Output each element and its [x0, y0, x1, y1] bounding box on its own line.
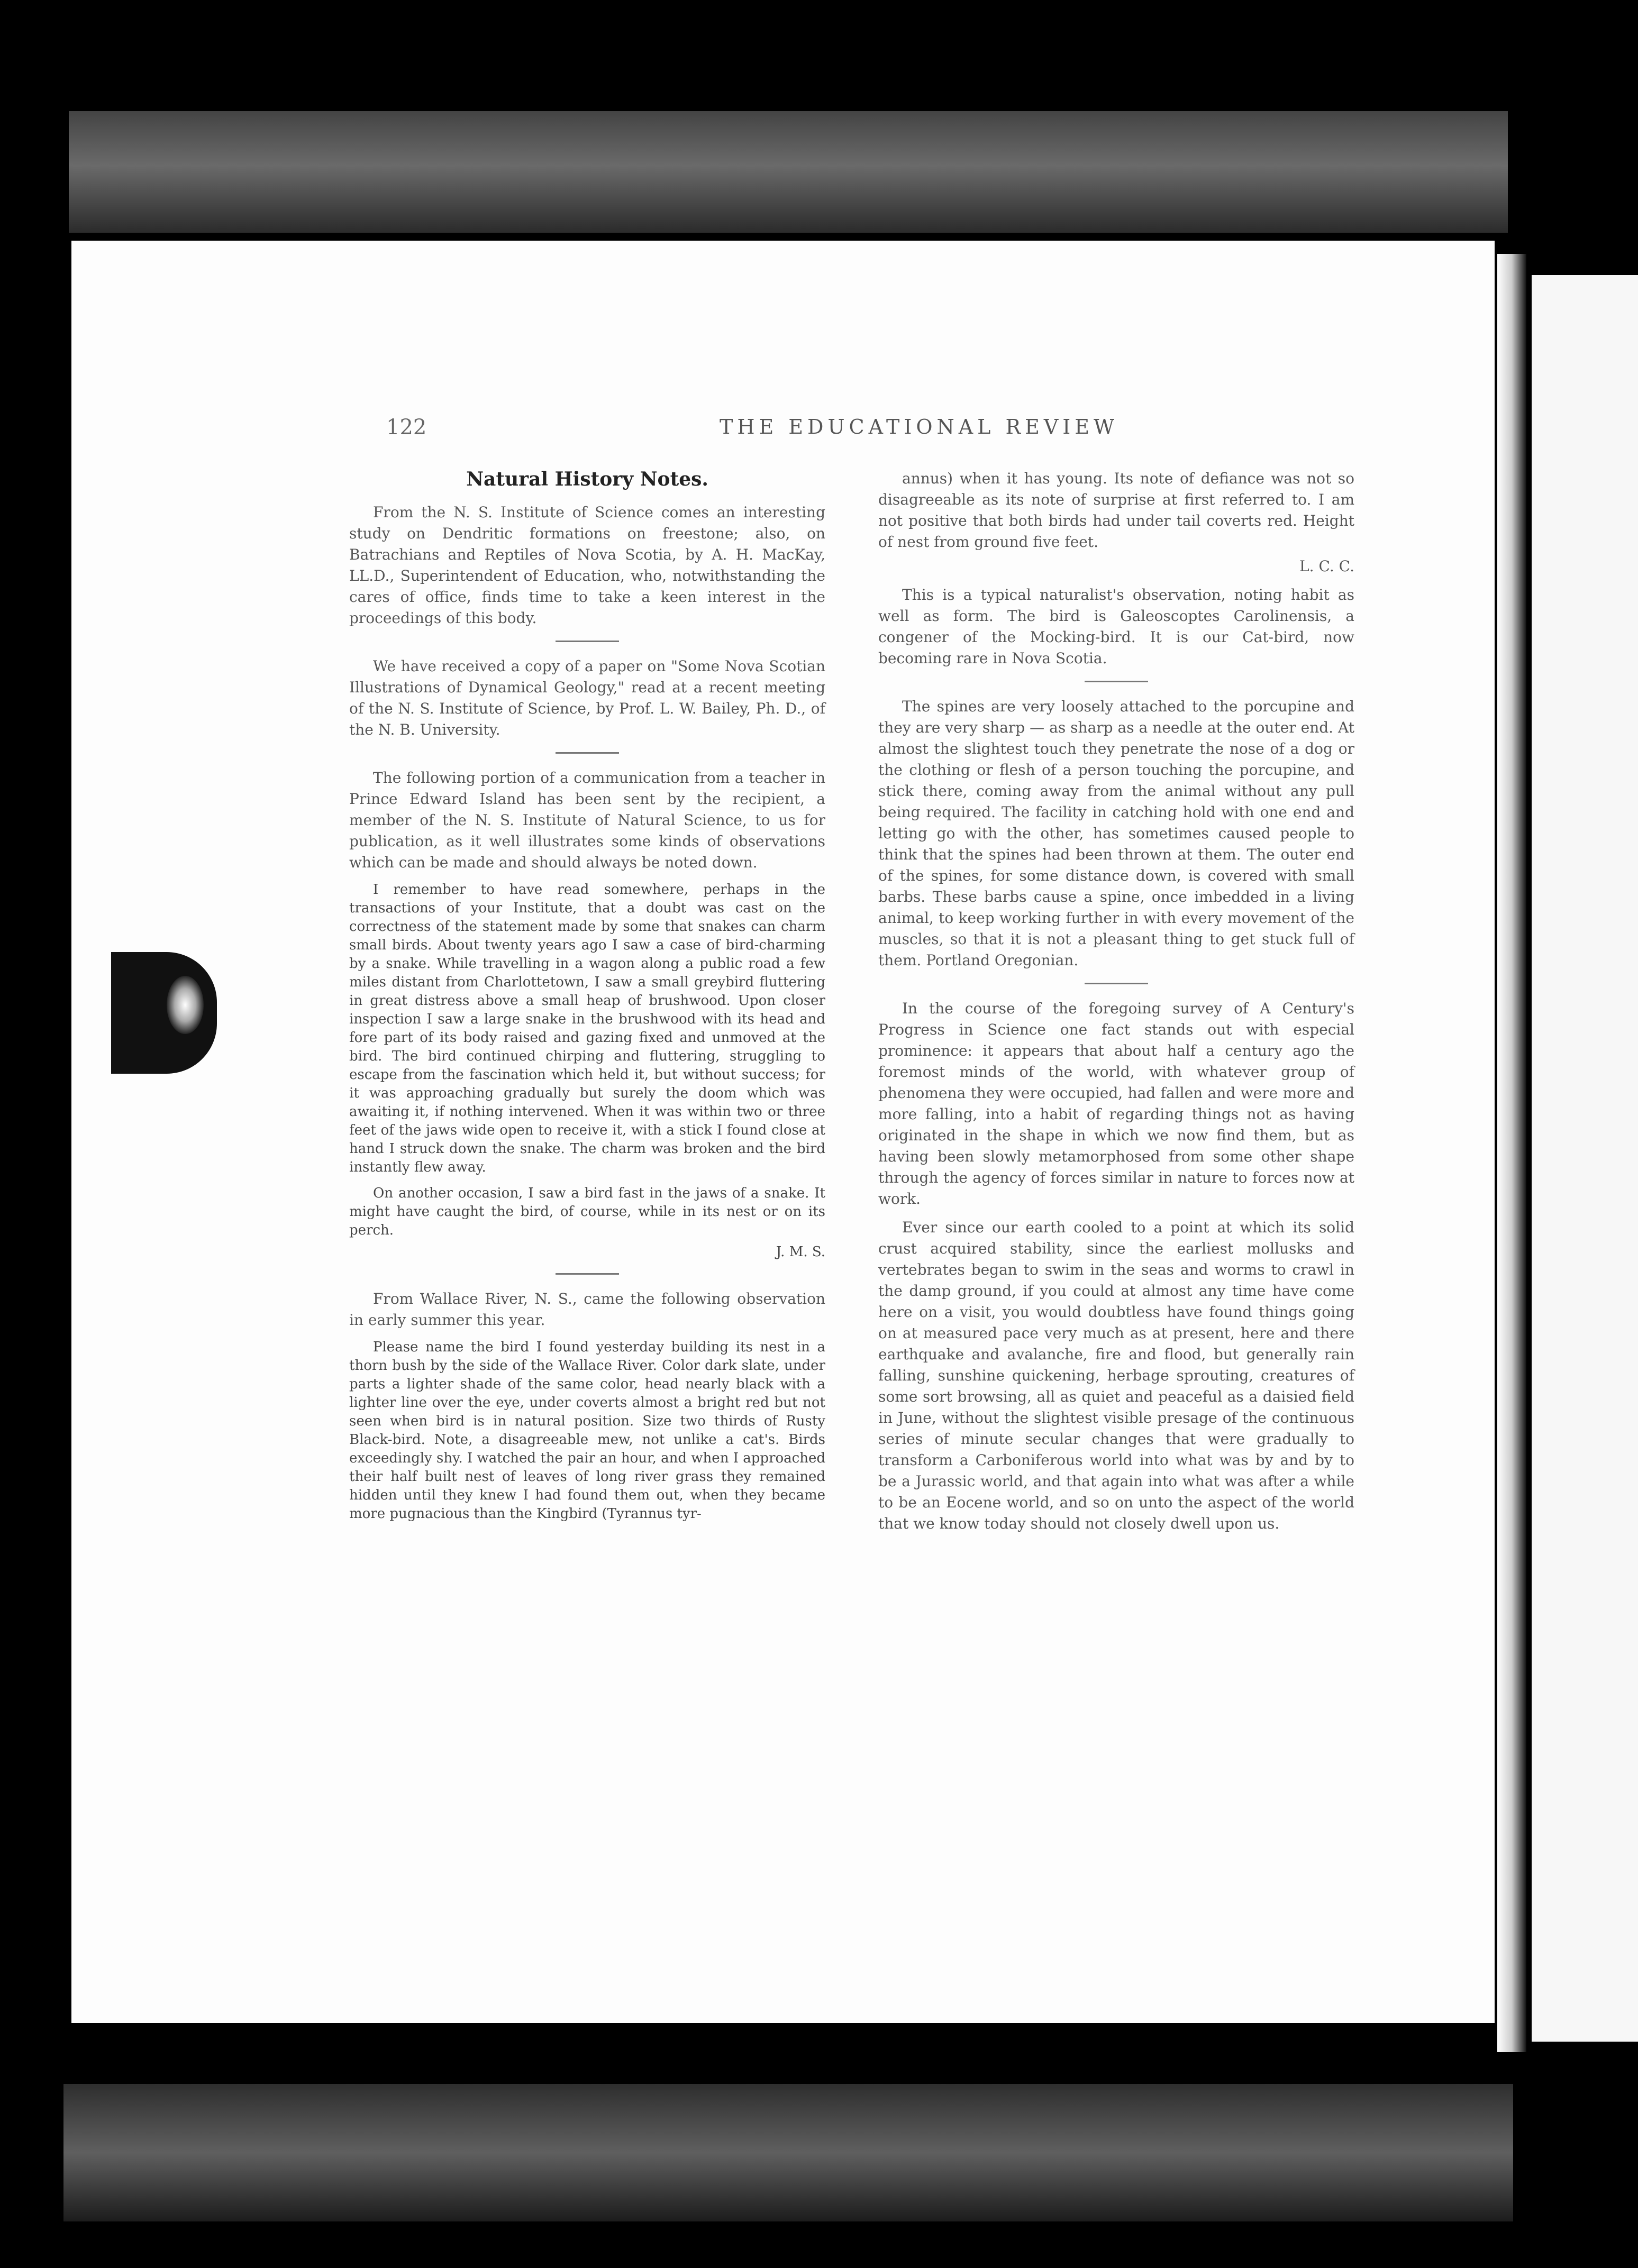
paragraph: This is a typical naturalist's observation, noting habit as well as form. The bird is Galeoscoptes Carolinensis, a congener of the Mocking-bird. It is our Cat-bird, now becoming rare in Nova Scotia. — [878, 586, 1354, 667]
page-header — [386, 415, 1444, 447]
paragraph: From the N. S. Institute of Science comes an interesting study on Dendritic formations on freestone; also, on Batrachians and Reptiles of Nova Scotia, by A. H. MacKay, LL.D., Superintendent of Education, who, notwithstanding the cares of office, finds time to take a keen interest in the proceedings of this body. — [349, 504, 825, 627]
signature: L. C. C. — [1299, 557, 1354, 575]
paragraph: We have received a copy of a paper on "Some Nova Scotian Illustrations of Dynamical Geology," read at a recent meeting of the N. S. Institute of Science, by Prof. L. W. Bailey, Ph. D., of the N. B. University. — [349, 657, 825, 738]
signature: J. M. S. — [776, 1244, 825, 1260]
page-gutter — [1497, 254, 1526, 2052]
paragraph: In the course of the foregoing survey of A Century's Progress in Science one fact stands out with especial prominence: it appears that about half a century ago the foremost minds of the world, with whatever group of phenomena they were occupied, had fallen and were more and more falling, into a habit of regarding things not as having originated in the shape in which we now find them, but as having been slowly metamorphosed from some other shape through the agency of forces similar in nature to forces now at work. — [878, 1000, 1354, 1208]
left-column — [349, 468, 825, 1531]
bottom-film-shadow — [63, 2084, 1513, 2221]
paragraph: From Wallace River, N. S., came the following observation in early summer this year. — [349, 1290, 825, 1329]
divider — [556, 1273, 619, 1275]
divider — [556, 641, 619, 642]
top-film-shadow — [69, 111, 1508, 233]
paragraph: annus) when it has young. Its note of defiance was not so disagreeable as its note of surprise at first referred to. I am not positive that both birds had under tail coverts red. Height of nest from ground five feet. — [878, 470, 1354, 551]
right-column — [878, 468, 1354, 1542]
divider — [1085, 983, 1148, 984]
divider — [1085, 681, 1148, 682]
letter-paragraph: I remember to have read somewhere, perhaps in the transactions of your Institute, that a doubt was cast on the correctness of the statement made by some that snakes can charm small birds. About twenty years ago I saw a case of bird-charming by a snake. While travelling in a wagon along a public road a few miles distant from Charlottetown, I saw a small greybird fluttering in great distress above a small heap of brushwood. Upon closer inspection I saw a large snake in the brushwood with its head and fore part of its body raised and gazing fixed and unmoved at the bird. The bird continued chirping and fluttering, struggling to escape from the fascination which held it, but without success; for it was approaching gradually but surely the doom which was awaiting it, if nothing intervened. When it was within two or three feet of the jaws wide open to receive it, with a stick I found close at hand I struck down the snake. The charm was broken and the bird instantly flew away. — [349, 882, 825, 1175]
page-number: 122 — [386, 415, 427, 440]
facing-page-edge — [1532, 275, 1638, 2042]
paragraph: The following portion of a communication from a teacher in Prince Edward Island has been sent by the recipient, a member of the N. S. Institute of Natural Science, to us for publication, as it well illustrates some kinds of observations which can be made and should always be noted down. — [349, 769, 825, 871]
letter-paragraph: Please name the bird I found yesterday building its nest in a thorn bush by the side of the Wallace River. Color dark slate, under parts a lighter shade of the same color, head nearly black with a lighter line over the eye, under coverts almost a bright red but not seen when bird is in natural position. Size two thirds of Rusty Black-bird. Note, a disagreeable mew, not unlike a cat's. Birds exceedingly shy. I watched the pair an hour, and when I approached their half built nest of leaves of long river grass they remained hidden until they knew I had found them out, when they became more pugnacious than the Kingbird (Tyrannus tyr- — [349, 1339, 825, 1522]
running-title: THE EDUCATIONAL REVIEW — [720, 415, 1119, 438]
paragraph: The spines are very loosely attached to the porcupine and they are very sharp — as sharp as a needle at the outer end. At almost the slightest touch they penetrate the nose of a dog or the clothing or flesh of a person touching the porcupine, and stick there, coming away from the animal without any pull being required. The facility in catching hold with one end and letting go with the other, has sometimes caused people to think that the spines had been thrown at them. The outer end of the spines, for some distance down, is covered with small barbs. These barbs cause a spine, once imbedded in a living animal, to keep working further in with every movement of the muscles, so that it is not a pleasant thing to get stuck full of them. Portland Oregonian. — [878, 698, 1354, 969]
divider — [556, 752, 619, 754]
section-title: Natural History Notes. — [466, 468, 708, 490]
paragraph: Ever since our earth cooled to a point at which its solid crust acquired stability, since the earliest mollusks and vertebrates began to swim in the seas and worms to crawl in the damp ground, if you could at almost any time have come here on a visit, you would doubtless have found things going on at measured pace very much as at present, here and there earthquake and avalanche, fire and flood, but generally rain falling, sunshine quickening, herbage sprouting, creatures of some sort browsing, all as quiet and peaceful as a daisied field in June, without the slightest visible presage of the continuous series of minute secular changes that were gradually to transform a Carboniferous world into what was by and by to be a Jurassic world, and that again into what was after a while to be an Eocene world, and so on unto the aspect of the world that we know today should not closely dwell upon us. — [878, 1219, 1354, 1532]
letter-paragraph: On another occasion, I saw a bird fast in the jaws of a snake. It might have caught the bird, of course, while in its nest or on its perch. — [349, 1185, 825, 1238]
binder-clip-highlight — [167, 976, 204, 1034]
